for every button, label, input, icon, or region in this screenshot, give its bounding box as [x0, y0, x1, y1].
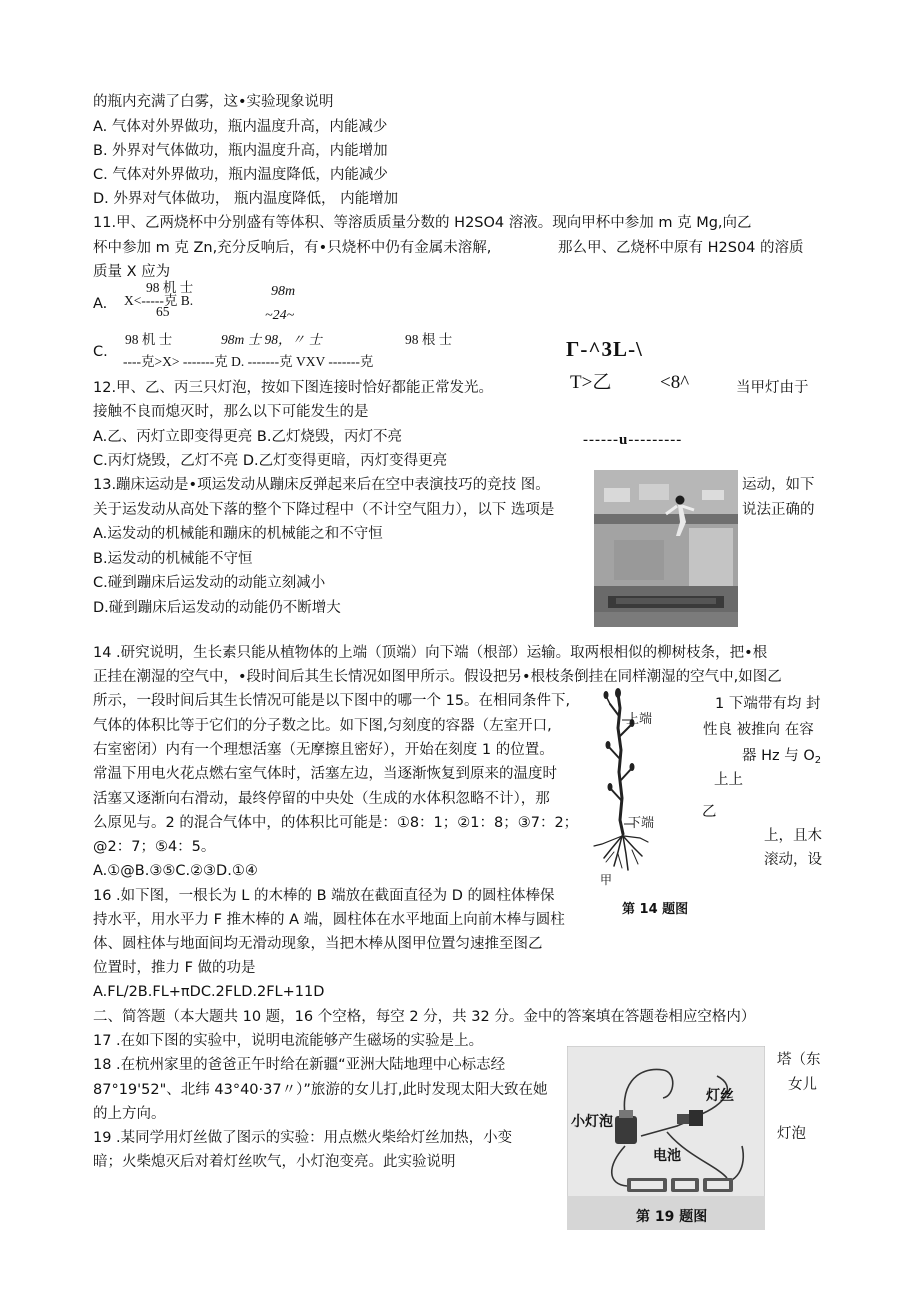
- battery-label: 电池: [653, 1148, 681, 1164]
- q18-line1: 18 .在杭州家里的爸爸正午时给在新疆“亚洲大陆地理中心标志经: [93, 1057, 506, 1073]
- q15-side-4: 上上: [714, 772, 743, 788]
- q15-side-5: 乙: [702, 804, 717, 820]
- q19-line2: 暗；火柴熄灭后对着灯丝吹气，小灯泡变亮。此实验说明: [93, 1154, 456, 1170]
- q15-side-2: 性良 被推向 在容: [703, 722, 814, 738]
- q11-option-b-numerator: 98m: [271, 284, 296, 299]
- q10-option-d: D. 外界对气体做功， 瓶内温度降低， 内能增加: [93, 191, 399, 207]
- q12-option-ab: A.乙、丙灯立即变得更亮 B.乙灯烧毁，丙灯不亮: [93, 429, 402, 445]
- filament-experiment-photo: [567, 1046, 765, 1230]
- q16-line3: 体、圆柱体与地面间均无滑动现象，当把木棒从图甲位置匀速推至图乙: [93, 936, 543, 952]
- q11-option-a-label: A.: [93, 296, 108, 312]
- q11-option-b-denominator: ~24~: [265, 308, 295, 323]
- q16-line2: 持水平，用水平力 F 推木棒的 A 端，圆柱体在水平地面上向前木棒与圆柱: [93, 912, 565, 928]
- q12-circuit-residue-4: ------u---------: [583, 432, 683, 448]
- trampoline-photo: [594, 470, 738, 627]
- q11-line1: 11.甲、乙两烧杯中分别盛有等体积、等溶质质量分数的 H2SO4 溶液。现向甲杯中参加 m 克 Mg,向乙: [93, 215, 752, 231]
- figure-14-caption: 第 14 题图: [622, 902, 689, 917]
- q11-option-c-label: C.: [93, 344, 108, 360]
- q16-side-6: 上，且木: [764, 828, 822, 844]
- q12-line1: 12.甲、乙、丙三只灯泡，按如下图连接时恰好都能正常发光。: [93, 380, 494, 396]
- q10-option-b: B. 外界对气体做功，瓶内温度升高，内能增加: [93, 143, 388, 159]
- q16-side-7: 滚动，设: [764, 852, 822, 868]
- willow-label-bottom-end: 下端: [628, 816, 655, 831]
- q15-line5: 右室密闭）内有一个理想活塞（无摩擦且密好），开始在刻度 1 的位置。: [93, 742, 554, 758]
- q12-line1-right: 当甲灯由于: [736, 380, 809, 396]
- q13-line2-right: 说法正确的: [742, 502, 815, 518]
- q11-option-c-numerator: 98 机 士: [125, 332, 173, 347]
- q16-options: A.FL∕2B.FL+πDC.2FLD.2FL+11D: [93, 984, 325, 1000]
- q16-line4: 位置时，推力 F 做的功是: [93, 960, 256, 976]
- q19-line1: 19 .某同学用灯丝做了图示的实验：用点燃火柴给灯丝加热，小变: [93, 1130, 513, 1146]
- q15-line7: 活塞又逐渐向右滑动，最终停留的中央处（生成的水体积忽略不计），那: [93, 791, 550, 807]
- q10-stem-end: 的瓶内充满了白雾，这•实验现象说明: [93, 94, 334, 110]
- q10-option-a: A. 气体对外界做功，瓶内温度升高，内能减少: [93, 119, 388, 135]
- q15-side-3: 器 Hz 与 $O_2$: [742, 748, 822, 766]
- q12-circuit-residue-3: <8^: [660, 372, 690, 393]
- q11-line2a: 杯中参加 m 克 Zn,充分反响后，有•只烧杯中仍有金属未溶解,: [93, 240, 492, 256]
- q11-line2b: 那么甲、乙烧杯中原有 H2S04 的溶质: [558, 240, 804, 256]
- q14-line1: 14 .研究说明，生长素只能从植物体的上端（顶端）向下端（根部）运输。取两根相似的柳树枝条，把•根: [93, 645, 768, 661]
- q15-side-1: 1 下端带有均 封: [715, 696, 821, 712]
- q11-option-a-fraction: X<-----克 B.: [124, 293, 194, 308]
- q12-circuit-residue-1: Г-^3L-\: [566, 337, 643, 361]
- q14-line3: 所示，一段时间后其生长情况可能是以下图中的哪一个 15。在相同条件下,: [93, 693, 571, 709]
- q15-options: A.①@B.③⑤C.②③D.①④: [93, 863, 258, 879]
- q12-option-cd: C.丙灯烧毁，乙灯不亮 D.乙灯变得更暗，丙灯变得更亮: [93, 453, 448, 469]
- small-bulb-label: 小灯泡: [571, 1114, 613, 1130]
- q11-option-a-denominator: 65: [156, 304, 170, 319]
- filament-label: 灯丝: [706, 1088, 734, 1104]
- q13-option-c: C.碰到蹦床后运发动的动能立刻减小: [93, 575, 326, 591]
- section-2-heading: 二、简答题（本大题共 10 题，16 个空格，每空 2 分，共 32 分。金中的答案填在答题卷相应空格内）: [93, 1009, 756, 1025]
- q11-option-d-right-numerator: 98 根 士: [405, 332, 453, 347]
- q18-line2: 87°19'52"、北纬 43°40·37〃）”旅游的女儿打,此时发现太阳大致在她: [93, 1082, 548, 1098]
- q15-line4: 气体的体积比等于它们的分子数之比。如下图,匀刻度的容器（左室开口,: [93, 718, 552, 734]
- q15-line9: @2：7；⑤4：5。: [93, 839, 216, 855]
- q13-option-b: B.运发动的机械能不守恒: [93, 551, 253, 567]
- q15-line8: 么原见与。2 的混合气体中，的体积比可能是：①8：1；②1：8；③7：2；: [93, 815, 579, 831]
- willow-label-top-end: 上端: [626, 712, 653, 727]
- willow-label-jia: 甲: [600, 873, 613, 887]
- q11-line3: 质量 X 应为: [93, 264, 171, 280]
- q11-option-d-numerator: 98m 士 98，〃 士: [221, 332, 322, 347]
- q17-text: 17 .在如下图的实验中，说明电流能够产生磁场的实验是上。: [93, 1033, 484, 1049]
- figure-19-caption: 第 19 题图: [636, 1209, 708, 1225]
- q14-line2: 正挂在潮湿的空气中，•段时间后其生长情况如图甲所示。假设把另•根枝条倒挂在同样潮湿的空气中,如图乙: [93, 669, 782, 685]
- q18-side-1: 塔（东: [777, 1052, 821, 1068]
- q12-circuit-residue-2: T>乙: [570, 372, 612, 393]
- q11-options-cd-fraction-line: ----克>X> -------克 D. -------克 VXV -------克: [123, 354, 374, 369]
- q13-option-d: D.碰到蹦床后运发动的动能仍不断增大: [93, 600, 341, 616]
- q16-line1: 16 .如下图，一根长为 L 的木棒的 B 端放在截面直径为 D 的圆柱体棒保: [93, 888, 555, 904]
- q10-option-c: C. 气体对外界做功，瓶内温度降低，内能减少: [93, 167, 388, 183]
- q13-line1-right: 运动，如下: [742, 477, 815, 493]
- q18-line3: 的上方向。: [93, 1106, 166, 1122]
- q15-line6: 常温下用电火花点燃右室气体时，活塞左边，当逐渐恢复到原来的温度时: [93, 766, 557, 782]
- q12-line2: 接触不良而熄灭时，那么以下可能发生的是: [93, 404, 369, 420]
- q19-side-3: 灯泡: [777, 1126, 806, 1142]
- q18-side-2: 女儿: [788, 1077, 817, 1093]
- q13-line1: 13.蹦床运动是•项运发动从蹦床反弹起来后在空中表演技巧的竞技 图。: [93, 477, 550, 493]
- q13-line2: 关于运发动从高处下落的整个下降过程中（不计空气阻力），以下 选项是: [93, 502, 555, 518]
- q11-option-a-numerator: 98 机 士: [146, 280, 194, 295]
- q13-option-a: A.运发动的机械能和蹦床的机械能之和不守恒: [93, 526, 383, 542]
